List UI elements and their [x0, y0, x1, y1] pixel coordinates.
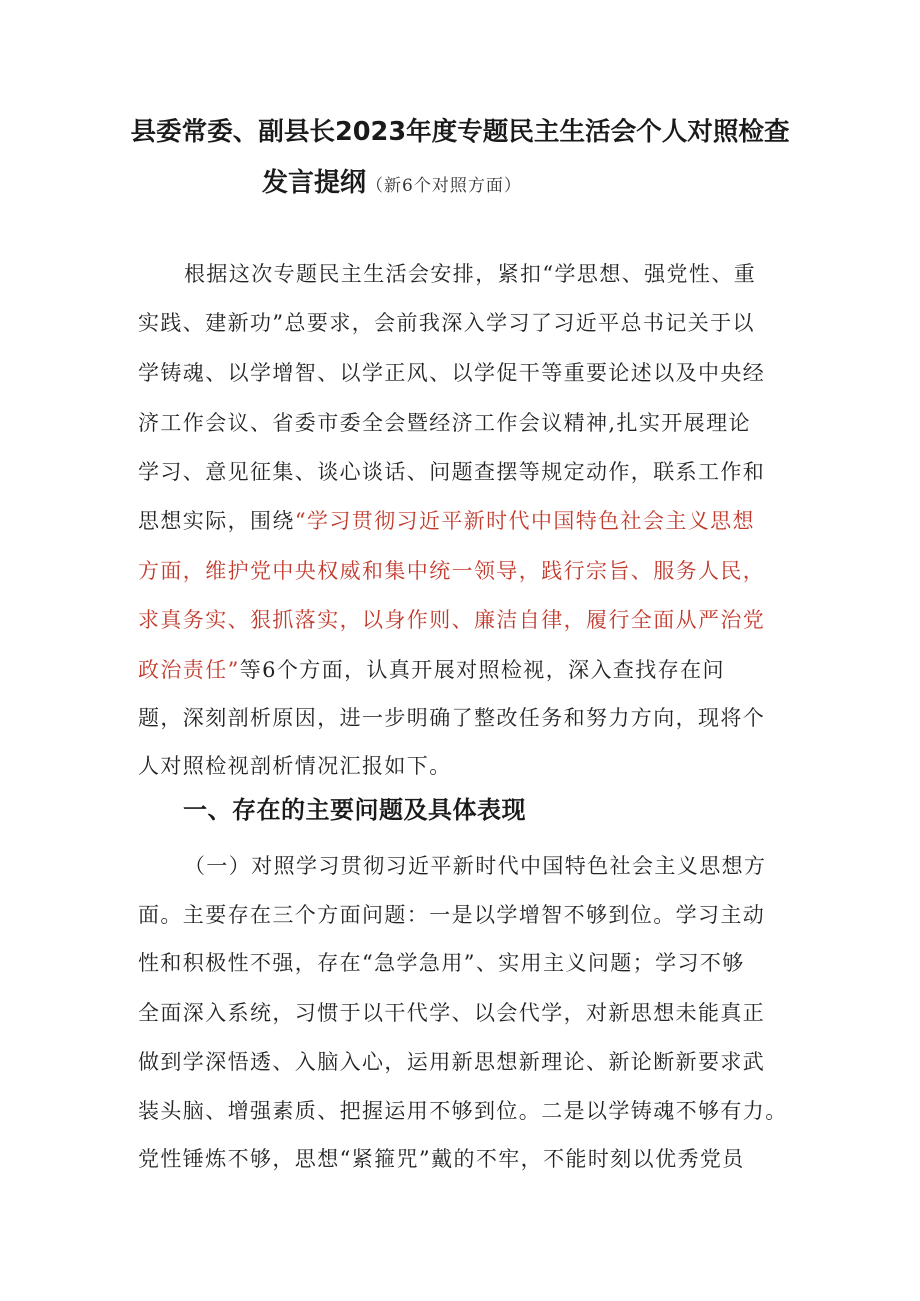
paragraph-line	[138, 997, 765, 1027]
paragraph-line	[138, 947, 745, 977]
highlighted-text: 方面，维护党中央权威和集中统一领导，践行宗旨、服务人民，	[138, 559, 766, 583]
paragraph-line	[138, 407, 751, 437]
text-segment: 全面深入系统，习惯于以干代学、以会代学，对新思想未能真正	[138, 1001, 766, 1025]
text-segment: 党性锤炼不够，思想“紧箍咒”戴的不牢，不能时刻以优秀党员	[138, 1147, 745, 1171]
paragraph-line	[138, 899, 765, 929]
paragraph-line	[138, 505, 755, 535]
text-segment: 人对照检视剖析情况汇报如下。	[138, 754, 452, 778]
text-segment: 根据这次专题民主生活会安排，紧扣“学思想、强党性、重	[184, 262, 757, 286]
paragraph-line	[138, 1095, 788, 1125]
text-segment: （一）对照学习贯彻习近平新时代中国特色社会主义思想方	[184, 854, 767, 878]
text-segment: 面。主要存在三个方面问题：一是以学增智不够到位。学习主动	[138, 903, 766, 927]
highlighted-text: “学习贯彻习近平新时代中国特色社会主义思想	[294, 509, 755, 533]
paragraph-line	[138, 1143, 745, 1173]
paragraph-line	[138, 654, 725, 684]
paragraph-line	[184, 258, 756, 288]
paragraph-line	[184, 850, 766, 880]
document-title-line2	[262, 162, 522, 199]
text-segment: 济工作会议、省委市委全会暨经济工作会议精神,扎实开展理论	[138, 411, 751, 435]
paragraph-line	[138, 357, 765, 387]
highlighted-text: 政治责任”	[138, 658, 240, 682]
text-segment: 性和积极性不强，存在“急学急用”、实用主义问题；学习不够	[138, 951, 745, 975]
paragraph-line	[138, 555, 765, 585]
text-segment: 装头脑、增强素质、把握运用不够到位。二是以学铸魂不够有力。	[138, 1099, 788, 1123]
text-segment: 学习、意见征集、谈心谈话、问题查摆等规定动作，联系工作和	[138, 460, 766, 484]
paragraph-line	[138, 1046, 765, 1076]
section-heading: 一、存在的主要问题及具体表现	[183, 796, 526, 824]
highlighted-text: 求真务实、狠抓落实，以身作则、廉洁自律，履行全面从严治党	[138, 608, 766, 632]
paragraph-line	[138, 604, 765, 634]
paragraph-line	[138, 750, 452, 780]
text-segment: 实践、建新功”总要求，会前我深入学习了习近平总书记关于以	[138, 311, 755, 335]
text-segment: 思想实际，围绕	[138, 509, 295, 533]
text-segment: 等6个方面，认真开展对照检视，深入查找存在问	[239, 658, 725, 682]
paragraph-line	[138, 456, 765, 486]
document-title-subtitle: （新6个对照方面）	[366, 176, 522, 196]
document-title-line1: 县委常委、副县长2023年度专题民主生活会个人对照检查	[130, 117, 790, 147]
text-segment: 学铸魂、以学增智、以学正风、以学促干等重要论述以及中央经	[138, 361, 766, 385]
text-segment: 题，深刻剖析原因，进一步明确了整改任务和努力方向，现将个	[138, 706, 766, 730]
document-title-main: 发言提纲	[262, 168, 367, 198]
paragraph-line	[138, 702, 765, 732]
paragraph-line	[138, 307, 755, 337]
text-segment: 做到学深悟透、入脑入心，运用新思想新理论、新论断新要求武	[138, 1050, 766, 1074]
